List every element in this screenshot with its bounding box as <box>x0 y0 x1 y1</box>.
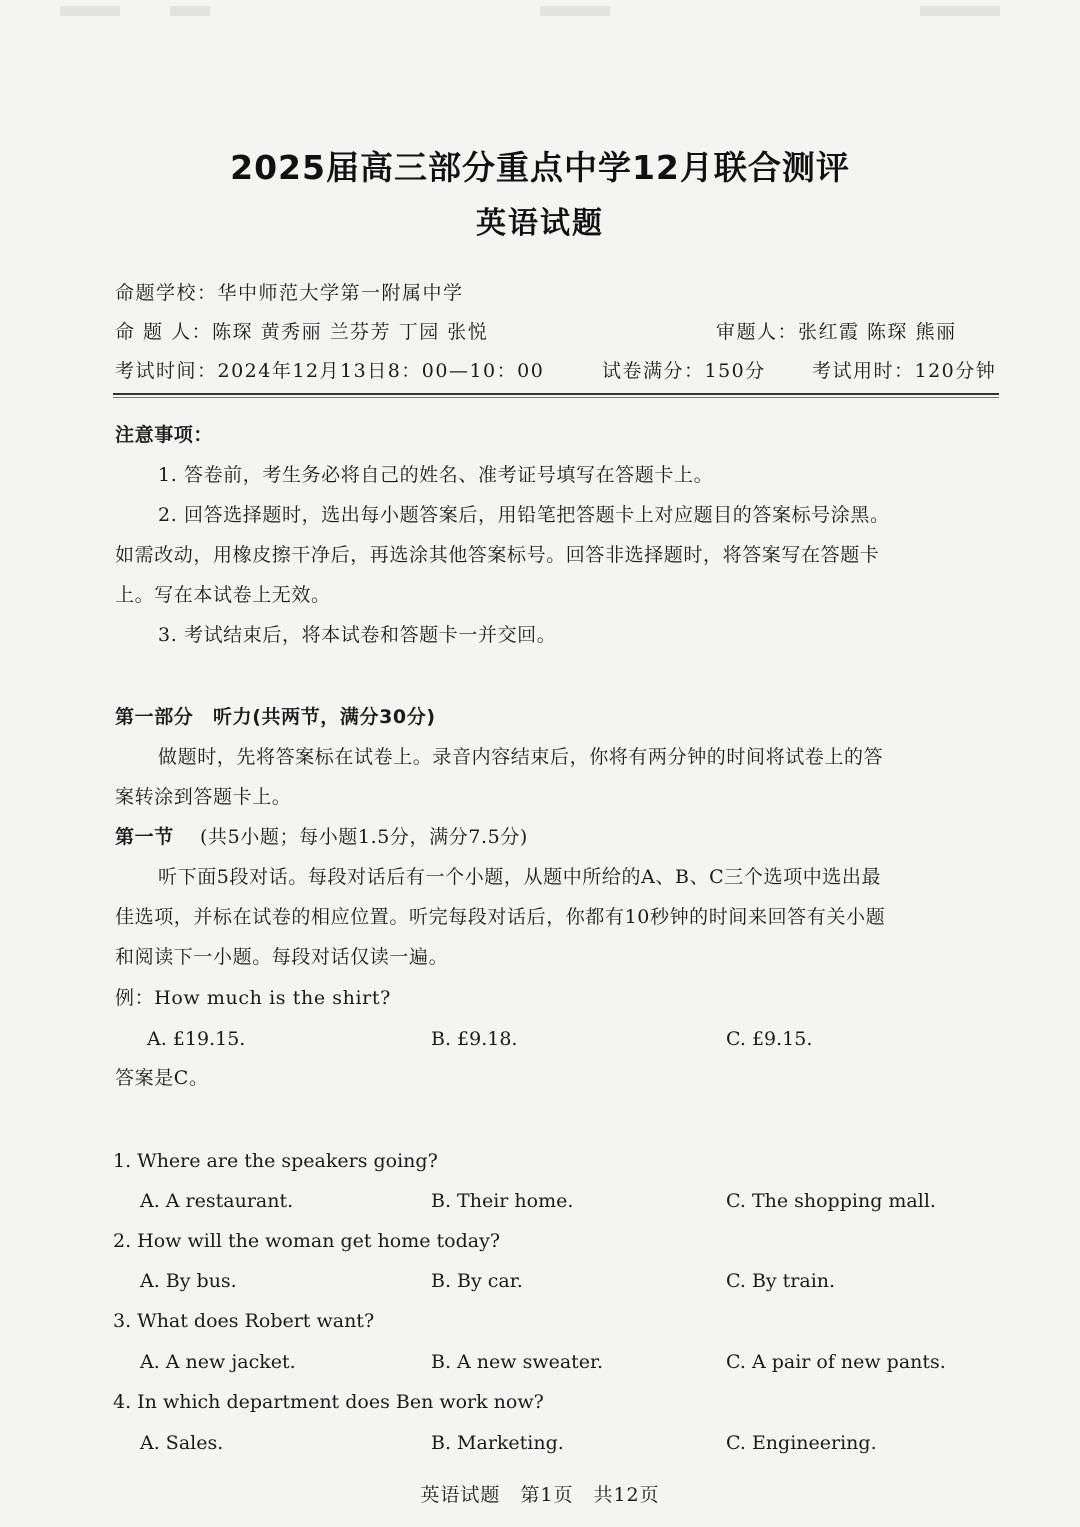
example-option-c: C. £9.15. <box>726 1028 813 1050</box>
section1-label: 第一节 <box>115 826 174 848</box>
question-3-option-a: A. A new jacket. <box>140 1351 296 1373</box>
page-footer: 英语试题 第1页 共12页 <box>420 1484 660 1506</box>
question-4-option-b: B. Marketing. <box>431 1432 564 1454</box>
question-1-option-a: A. A restaurant. <box>140 1190 294 1212</box>
notice-item-2-line3: 上。写在本试卷上无效。 <box>115 584 331 606</box>
scan-artifact <box>540 6 610 16</box>
question-2: 2. How will the woman get home today? <box>113 1230 501 1252</box>
section1-info: (共5小题；每小题1.5分，满分7.5分) <box>200 826 528 848</box>
notice-item-2-line2: 如需改动，用橡皮擦干净后，再选涂其他答案标号。回答非选择题时，将答案写在答题卡 <box>115 544 880 566</box>
section1-instr-line3: 和阅读下一小题。每段对话仅读一遍。 <box>115 946 449 968</box>
exam-time: 考试时间：2024年12月13日8：00—10：00 <box>115 360 545 382</box>
question-3-option-b: B. A new sweater. <box>431 1351 604 1373</box>
header-divider <box>113 393 999 395</box>
question-4-option-a: A. Sales. <box>140 1432 224 1454</box>
scan-artifact <box>170 6 210 16</box>
scan-artifact <box>920 6 1000 16</box>
question-authors: 命 题 人：陈琛 黄秀丽 兰芬芳 丁园 张悦 <box>115 321 489 343</box>
part1-intro-line1: 做题时，先将答案标在试卷上。录音内容结束后，你将有两分钟的时间将试卷上的答 <box>158 746 884 768</box>
header-divider-thin <box>113 397 999 398</box>
exam-duration: 考试用时：120分钟 <box>812 360 997 382</box>
scan-artifact <box>60 6 120 16</box>
reviewers: 审题人：张红霞 陈琛 熊丽 <box>716 321 957 343</box>
question-school: 命题学校：华中师范大学第一附属中学 <box>115 282 464 304</box>
notice-item-1: 1. 答卷前，考生务必将自己的姓名、准考证号填写在答题卡上。 <box>158 464 714 486</box>
question-2-option-c: C. By train. <box>726 1270 836 1292</box>
part1-intro-line2: 案转涂到答题卡上。 <box>115 786 292 808</box>
part1-heading: 第一部分 听力(共两节，满分30分) <box>115 706 436 728</box>
question-4-option-c: C. Engineering. <box>726 1432 877 1454</box>
notice-heading: 注意事项： <box>115 424 214 446</box>
notice-item-3: 3. 考试结束后，将本试卷和答题卡一并交回。 <box>158 624 557 646</box>
question-2-option-a: A. By bus. <box>140 1270 237 1292</box>
full-score: 试卷满分：150分 <box>602 360 766 382</box>
question-1-option-b: B. Their home. <box>431 1190 574 1212</box>
example-answer: 答案是C。 <box>115 1067 209 1089</box>
question-3-option-c: C. A pair of new pants. <box>726 1351 946 1373</box>
example-question: 例：How much is the shirt? <box>115 987 391 1009</box>
notice-item-2-line1: 2. 回答选择题时，选出每小题答案后，用铅笔把答题卡上对应题目的答案标号涂黑。 <box>158 504 890 526</box>
example-option-b: B. £9.18. <box>431 1028 518 1050</box>
question-4: 4. In which department does Ben work now? <box>113 1391 544 1413</box>
exam-subtitle: 英语试题 <box>476 206 604 241</box>
section1-instr-line1: 听下面5段对话。每段对话后有一个小题，从题中所给的A、B、C三个选项中选出最 <box>158 866 882 888</box>
exam-title: 2025届高三部分重点中学12月联合测评 <box>230 148 850 187</box>
example-option-a: A. £19.15. <box>147 1028 246 1050</box>
question-3: 3. What does Robert want? <box>113 1310 375 1332</box>
section1-instr-line2: 佳选项，并标在试卷的相应位置。听完每段对话后，你都有10秒钟的时间来回答有关小题 <box>115 906 886 928</box>
question-2-option-b: B. By car. <box>431 1270 523 1292</box>
question-1-option-c: C. The shopping mall. <box>726 1190 936 1212</box>
question-1: 1. Where are the speakers going? <box>113 1150 438 1172</box>
